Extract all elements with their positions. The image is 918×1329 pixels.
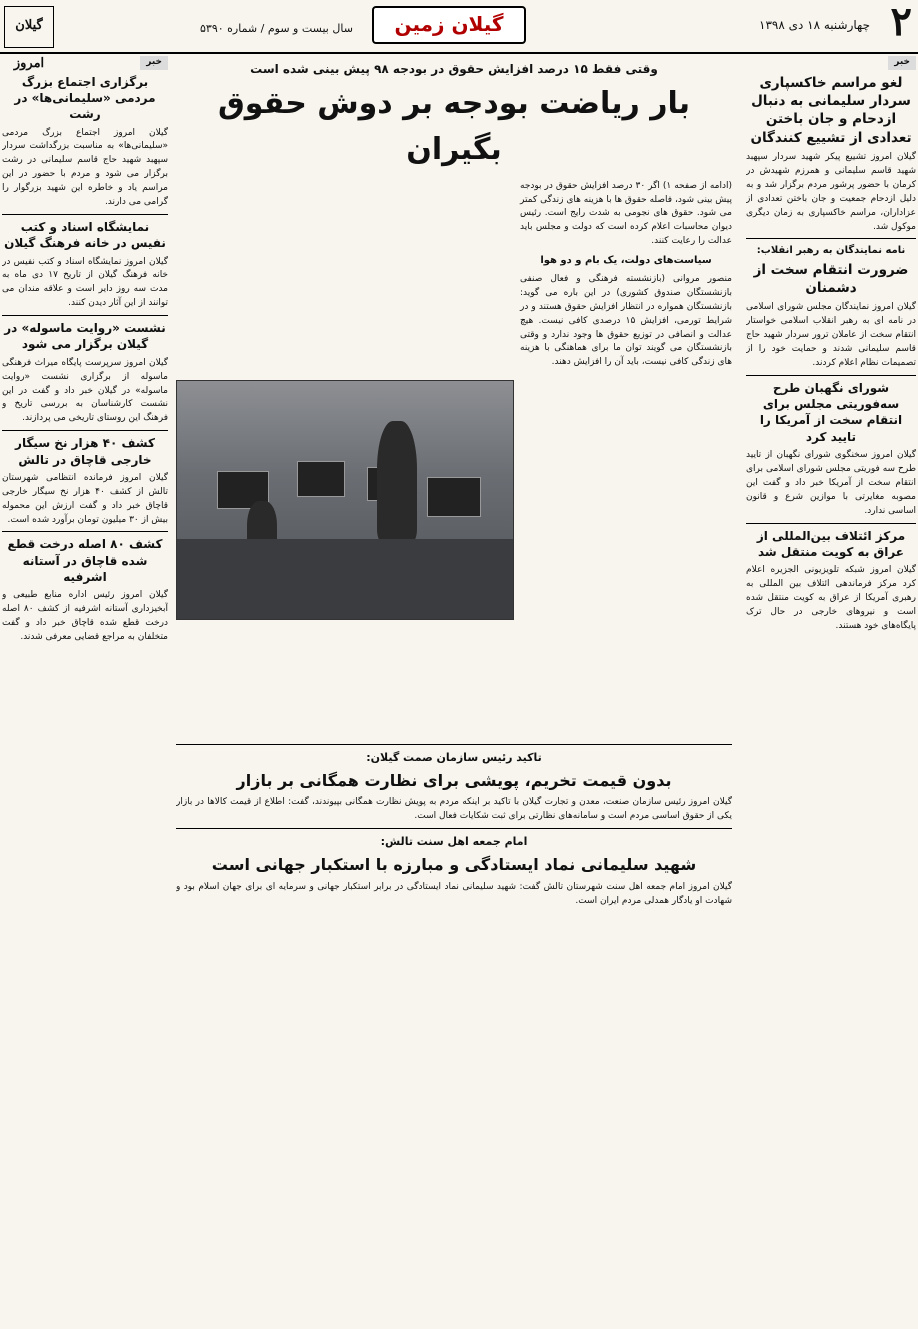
article-body: گیلان امروز اجتماع بزرگ مردمی «سلیمانی‌ها» به مناسبت بزرگداشت سردار سپهبد شهید حاج قاسم سلیمانی در رشت برگزار می شود و مردم با حضور در این مراسم یاد و خاطره این شهید بزرگوار را گرامی می دارند. [2,127,168,208]
main-body: منصور مروانی (بازنشسته فرهنگی و فعال صنفی بازنشستگان صندوق کشوری) در این باره می گوید: بازنشستگان همواره در انتظار افزایش حقوق هستند و در شرایط تورمی، افزایش ۱۵ درصدی کافی نیست. هیچ عدالت و انصافی در توزیع حقوق ها وجود ندارد و وقتی بازنشستگان می گویند توان ما برای هماهنگی با هزینه های زندگی کافی نیست، باید آن را افزایش دهند. [520,273,732,368]
left-story-5 [2,531,168,644]
article-body: گیلان امروز رئیس اداره منابع طبیعی و آبخیزداری آستانه اشرفیه از کشف ۸۰ اصله درخت قطع شده قاچاق خبر داد و گفت متخلفان به مراجع قضایی معرفی شدند. [2,590,168,642]
article-body: گیلان امروز سرپرست پایگاه میراث فرهنگی ماسوله از برگزاری نشست «روایت ماسوله» در گیلان خبر داد و گفت در این نشست کارشناسان به بررسی تاریخ و فرهنگ این روستای تاریخی می پردازند. [2,357,168,424]
right-story-1 [746,56,916,234]
story3-kicker: امام جمعه اهل سنت تالش: [380,835,528,849]
left-story-3 [2,315,168,426]
headline: شورای نگهبان طرح سه‌فوریتی مجلس برای انتقام سخت از آمریکا را تایید کرد [759,381,903,444]
headline: لغو مراسم خاکسپاری سردار سلیمانی به دنبال ازدحام و جان باختن تعدادی از تشییع کنندگان [750,74,912,146]
left-story-4 [2,430,168,527]
issue-date: چهارشنبه ۱۸ دی ۱۳۹۸ [759,18,870,32]
headline: کشف ۴۰ هزار نخ سیگار خارجی قاچاق در تالش [15,436,155,467]
left-story-1 [2,56,168,210]
right-column [746,56,916,1324]
person-figure [377,421,417,541]
headline: کشف ۸۰ اصله درخت قطع شده قاچاق در آستانه اشرفیه [7,537,163,584]
news-tag: خبر [888,56,916,70]
section-divider [176,828,732,829]
main-headline: بار ریاضت بودجه بر دوش حقوق بگیران [217,85,691,168]
masthead: گیلان زمین [372,6,526,44]
article-body: گیلان امروز تشییع پیکر شهید سردار سپهبد شهید قاسم سلیمانی و همرزم شهیدش در کرمان با حضور پرشور مردم برگزار شد و به دلیل ازدحام جمعیت و جان باختن تعدادی از عزاداران، مراسم خاکسپاری به زمان دیگری موکول شد. [746,151,916,232]
main-story-area [176,180,732,740]
story3-headline: شهید سلیمانی نماد ایستادگی و مبارزه با استکبار جهانی است [211,855,697,875]
article-body: گیلان امروز شبکه تلویزیونی الجزیره اعلام کرد مرکز فرماندهی ائتلاف بین المللی به رهبری آمریکا از عراق به کویت منتقل شده است و نیروهای خارجی در حال ترک پایگاه‌های خود هستند. [746,564,916,631]
right-story-4 [746,523,916,634]
article-body: گیلان امروز سخنگوی شورای نگهبان از تایید طرح سه فوریتی مجلس شورای اسلامی برای انتقام سخت از آمریکا خبر داد و گفت این مصوبه مغایرتی با موازین شرع و قانون اساسی ندارد. [746,449,916,516]
story-2 [176,749,732,825]
left-story-2 [2,214,168,311]
right-story-3 [746,375,916,518]
headline: نشست «روایت ماسوله» در گیلان برگزار می شود [4,321,166,352]
main-lead: (ادامه از صفحه ۱) اگر ۳۰ درصد افزایش حقوق در بودجه پیش بینی شود، فاصله حقوق ها با هزینه های زندگی کمتر می شود. حقوق های نجومی به شدت رایج است. رئیس دیوان محاسبات اعلام کرده است که دولت و مجلس باید عدالت را رعایت کنند. [520,180,732,247]
story-3 [176,833,732,909]
headline: برگزاری اجتماع بزرگ مردمی «سلیمانی‌ها» در رشت [14,74,156,122]
story2-headline: بدون قیمت تخریم، پویشی برای نظارت همگانی بر بازار [236,770,672,790]
story2-body: گیلان امروز رئیس سازمان صنعت، معدن و تجارت گیلان با تاکید بر اینکه مردم به پویش نظارت همگانی بپیوندند، گفت: اطلاع از قیمت کالاها در بازار یکی از حقوق اساسی مردم است و سامانه‌های نظارتی برای ثبت شکایات فعال است. [176,797,732,822]
headline: نمایشگاه اسناد و کتب نفیس در خانه فرهنگ گیلان [4,220,166,251]
article-body: گیلان امروز نمایندگان مجلس شورای اسلامی در نامه ای به رهبر انقلاب اسلامی خواستار انتقام سخت از عاملان ترور سردار شهید حاج قاسم سلیمانی شدند و حمایت خود را از تصمیمات نظام اعلام کردند. [746,302,916,369]
main-crosshead: سیاست‌های دولت، یک بام و دو هوا [540,255,712,267]
story2-kicker: تاکید رئیس سازمان صمت گیلان: [366,750,542,764]
news-tag: خبر [140,56,168,70]
article-body: گیلان امروز نمایشگاه اسناد و کتب نفیس در خانه فرهنگ گیلان از تاریخ ۱۷ دی ماه به مدت سه روز دایر است و علاقه مندان می توانند از این آثار دیدن کنند. [2,256,168,309]
article-body: گیلان امروز فرمانده انتظامی شهرستان تالش از کشف ۴۰ هزار نخ سیگار خارجی قاچاق خبر داد و گفت ارزش این محموله بیش از ۳۰ میلیون تومان برآورد شده است. [2,472,168,525]
monitor-shape [297,461,345,497]
headline: مرکز ائتلاف بین‌المللی از عراق به کویت منتقل شد [756,528,906,559]
newspaper-logo: گیلان امروز [4,6,54,48]
page-number: ۲ [890,0,912,45]
story3-body: گیلان امروز امام جمعه اهل سنت شهرستان تالش گفت: شهید سلیمانی نماد ایستادگی در برابر استکبار جهانی و سرمایه ای برای جهان اسلام بود و شهادت او یادگار همدلی مردم ایران است. [176,882,732,907]
office-workers-photo [176,380,514,620]
main-story-right-text [520,180,732,373]
headline: ضرورت انتقام سخت از دشمنان [753,261,909,297]
issue-number: سال بیست و سوم / شماره ۵۳۹۰ [200,22,353,35]
section-divider [176,744,732,745]
left-column [2,56,168,1324]
main-kicker: وقتی فقط ۱۵ درصد افزایش حقوق در بودجه ۹۸ پیش بینی شده است [250,62,658,76]
kicker: نامه نمایندگان به رهبر انقلاب: [756,245,906,257]
main-column [176,56,732,1324]
desk-shape [177,539,513,619]
monitor-shape [427,477,481,517]
right-story-2 [746,238,916,371]
